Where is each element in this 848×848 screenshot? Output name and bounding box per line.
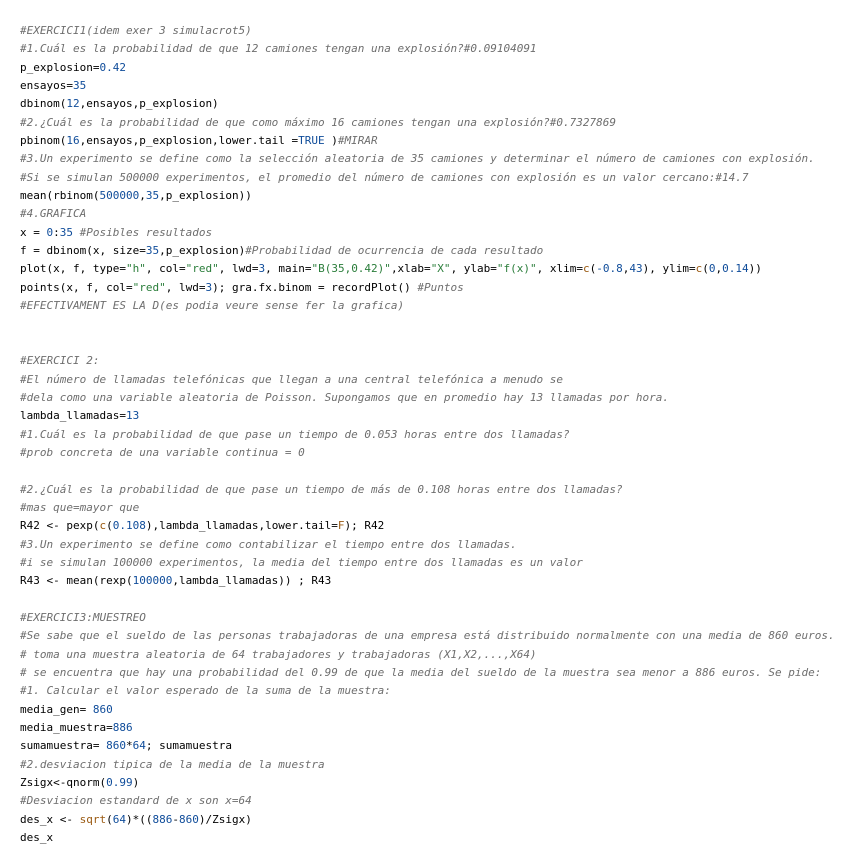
code-text: points(x, f, col=: [20, 280, 133, 294]
code-comment: #1.Cuál es la probabilidad de que 12 camiones tengan una explosión?#0.09104091: [20, 42, 537, 56]
code-text: (: [589, 262, 597, 276]
code-line[interactable]: [20, 646, 844, 664]
code-text: (: [702, 262, 709, 276]
code-line[interactable]: [20, 444, 844, 462]
code-number: 43: [629, 262, 643, 276]
code-comment: #mas que=mayor que: [20, 500, 140, 514]
code-comment: #3.Un experimento se define como la selección aleatoria de 35 camiones y determinar el número de camiones con explosión.: [20, 152, 815, 166]
code-text: , ylab=: [450, 262, 497, 276]
code-string: "h": [125, 262, 146, 276]
code-text: , lwd=: [218, 262, 259, 276]
code-comment: #Posibles resultados: [79, 225, 213, 239]
code-text: :: [53, 225, 60, 239]
code-number: 0.108: [112, 519, 146, 533]
code-line[interactable]: [20, 682, 844, 700]
code-text: ,p_explosion): [159, 244, 246, 258]
code-text: dbinom(: [20, 97, 67, 111]
code-text: mean(rbinom(: [20, 189, 100, 203]
code-text: p_explosion=: [20, 60, 100, 74]
code-number: 16: [66, 134, 80, 148]
code-text: (: [106, 812, 113, 826]
code-text: lambda_llamadas=: [20, 409, 126, 423]
code-text: sumamuestra=: [20, 739, 107, 753]
code-line[interactable]: [20, 426, 844, 444]
code-line[interactable]: [20, 719, 844, 737]
code-number: 64: [112, 812, 126, 826]
code-line[interactable]: [20, 169, 844, 187]
code-text: ), ylim=: [642, 262, 696, 276]
code-comment: #EXERCICI1(idem exer 3 simulacrot5): [20, 24, 252, 37]
code-comment: #1.Cuál es la probabilidad de que pase un tiempo de 0.053 horas entre dos llamadas?: [20, 427, 570, 441]
code-line[interactable]: [20, 591, 844, 609]
code-number: 35: [72, 79, 87, 93]
code-line[interactable]: [20, 829, 844, 847]
code-number: 35: [59, 225, 73, 239]
code-number: 0: [708, 262, 716, 276]
code-line[interactable]: [20, 77, 844, 95]
code-line[interactable]: [20, 499, 844, 517]
code-comment: #EXERCICI 2:: [20, 354, 100, 368]
code-line[interactable]: [20, 297, 844, 315]
code-line[interactable]: [20, 536, 844, 554]
code-comment: #EFECTIVAMENT ES LA D(es podia veure sense fer la grafica): [20, 299, 405, 313]
code-line[interactable]: [20, 114, 844, 132]
code-comment: # se encuentra que hay una probabilidad del 0.99 de que la media del sueldo de la muestra sea menor a 886 euros. Se pide:: [20, 666, 822, 680]
code-line[interactable]: [20, 407, 844, 425]
code-text: plot(x, f, type=: [20, 262, 126, 276]
code-text: , col=: [145, 262, 186, 276]
code-number: 3: [258, 262, 266, 276]
code-comment: #2.desviacion tipica de la media de la muestra: [20, 757, 325, 771]
code-line[interactable]: [20, 554, 844, 572]
code-text: ,: [715, 262, 723, 276]
code-line[interactable]: [20, 224, 844, 242]
code-text: ,: [622, 262, 630, 276]
code-comment: #Se sabe que el sueldo de las personas trabajadoras de una empresa está distribuido normalmente con una media de 860 euros.: [20, 629, 835, 643]
code-comment: #EXERCICI3:MUESTREO: [20, 611, 146, 624]
code-text: ,lambda_llamadas)) ; R43: [172, 574, 332, 588]
code-line[interactable]: [20, 572, 844, 590]
code-text: ,: [139, 189, 146, 203]
code-text: (: [106, 519, 113, 533]
code-function: c: [99, 519, 107, 533]
code-line[interactable]: [20, 279, 844, 297]
code-line[interactable]: [20, 811, 844, 829]
code-line[interactable]: [20, 389, 844, 407]
code-function: c: [695, 262, 703, 276]
code-function: F: [337, 519, 345, 533]
code-number: 0: [46, 225, 54, 239]
code-string: "red": [185, 262, 219, 276]
code-text: , main=: [265, 262, 312, 276]
code-text: ,p_explosion)): [159, 189, 252, 203]
code-line[interactable]: [20, 95, 844, 113]
code-comment: #i se simulan 100000 experimentos, la media del tiempo entre dos llamadas es un valor: [20, 555, 583, 569]
code-text: [73, 226, 80, 239]
code-line[interactable]: [20, 737, 844, 755]
code-line[interactable]: [20, 316, 844, 334]
code-text: f = dbinom(x, size=: [20, 244, 146, 258]
code-text: R42 <- pexp(: [20, 519, 100, 533]
code-comment: #3.Un experimento se define como contabilizar el tiempo entre dos llamadas.: [20, 537, 517, 551]
code-number: 12: [66, 97, 80, 111]
code-number: -0.8: [596, 262, 623, 276]
code-line[interactable]: [20, 40, 844, 58]
code-function: sqrt: [79, 812, 107, 826]
code-comment: #MIRAR: [337, 134, 378, 148]
code-line[interactable]: [20, 792, 844, 810]
code-text: )*((: [125, 812, 153, 826]
code-comment: #prob concreta de una variable continua = 0: [20, 445, 305, 459]
code-text: ensayos=: [20, 79, 73, 93]
code-comment: # toma una muestra aleatoria de 64 trabajadores y trabajadoras (X1,X2,...,X64): [20, 647, 537, 661]
code-line[interactable]: [20, 517, 844, 535]
code-string: "red": [132, 280, 166, 294]
code-number: 886: [152, 812, 173, 826]
code-number: 35: [145, 189, 160, 203]
code-line[interactable]: [20, 756, 844, 774]
code-number: 886: [112, 721, 133, 735]
code-line[interactable]: [20, 701, 844, 719]
code-text-area[interactable]: [20, 22, 844, 847]
code-line[interactable]: [20, 205, 844, 223]
code-number: 860: [92, 702, 113, 716]
code-text: , lwd=: [165, 280, 206, 294]
code-text: media_muestra=: [20, 721, 113, 735]
code-keyword: TRUE: [298, 134, 325, 148]
code-number: 35: [145, 244, 160, 258]
code-text: )): [748, 262, 762, 276]
code-number: 0.14: [722, 262, 749, 276]
code-line[interactable]: [20, 627, 844, 645]
code-number: 860: [178, 812, 199, 826]
code-line[interactable]: [20, 150, 844, 168]
code-text: *: [125, 739, 133, 753]
code-comment: #Si se simulan 500000 experimentos, el promedio del número de camiones con explosión es un valor cercano:#14.7: [20, 170, 749, 184]
code-text: )/Zsigx): [198, 812, 252, 826]
code-line[interactable]: [20, 462, 844, 480]
code-string: "X": [430, 262, 451, 276]
code-comment: #4.GRAFICA: [20, 207, 87, 221]
code-text: ,ensayos,p_explosion): [79, 97, 219, 111]
code-number: 860: [106, 739, 126, 753]
code-text: Zsigx<-qnorm(: [20, 776, 107, 790]
code-number: 64: [132, 739, 146, 753]
code-line[interactable]: [20, 132, 844, 150]
code-line[interactable]: [20, 664, 844, 682]
code-comment: #Desviacion estandard de x son x=64: [20, 794, 252, 808]
code-number: 100000: [132, 574, 173, 588]
code-number: 13: [125, 409, 140, 423]
code-text: pbinom(: [20, 134, 67, 148]
code-line[interactable]: [20, 774, 844, 792]
code-line[interactable]: [20, 609, 844, 627]
code-line[interactable]: [20, 352, 844, 370]
code-text: -: [172, 812, 179, 826]
code-line[interactable]: [20, 371, 844, 389]
code-text: media_gen=: [20, 702, 93, 716]
code-text: x =: [20, 225, 47, 239]
code-line[interactable]: [20, 22, 844, 40]
code-text: ,xlab=: [390, 262, 431, 276]
code-line[interactable]: [20, 260, 844, 278]
code-text: ,ensayos,p_explosion,lower.tail =: [79, 134, 299, 148]
code-text: ); gra.fx.binom = recordPlot(): [212, 280, 418, 294]
code-comment: #1. Calcular el valor esperado de la suma de la muestra:: [20, 684, 391, 698]
code-comment: #Puntos: [417, 280, 464, 294]
code-number: 3: [205, 280, 213, 294]
code-number: 0.42: [99, 60, 126, 74]
code-comment: #2.¿Cuál es la probabilidad de que pase un tiempo de más de 0.108 horas entre dos llamadas?: [20, 482, 623, 496]
code-text: ); R42: [344, 519, 385, 533]
code-comment: #Probabilidad de ocurrencia de cada resultado: [245, 244, 544, 258]
code-line[interactable]: [20, 481, 844, 499]
code-text: des_x <-: [20, 812, 80, 826]
code-number: 500000: [99, 189, 140, 203]
code-comment: #dela como una variable aleatoria de Poisson. Supongamos que en promedio hay 13 llamadas por hora.: [20, 390, 670, 404]
code-comment: #2.¿Cuál es la probabilidad de que como máximo 16 camiones tengan una explosión?#0.7327869: [20, 115, 617, 129]
code-text: ): [132, 776, 140, 790]
code-string: "f(x)": [496, 262, 537, 276]
code-text: ): [324, 134, 338, 148]
code-text: , xlim=: [536, 262, 584, 276]
code-text: des_x: [20, 831, 54, 845]
code-line[interactable]: [20, 187, 844, 205]
code-comment: #El número de llamadas telefónicas que llegan a una central telefónica a menudo se: [20, 372, 564, 386]
code-line[interactable]: [20, 334, 844, 352]
code-text: ),lambda_llamadas,lower.tail=: [145, 519, 338, 533]
code-text: ; sumamuestra: [145, 739, 232, 753]
code-string: "B(35,0.42)": [311, 262, 391, 276]
code-text: R43 <- mean(rexp(: [20, 574, 133, 588]
code-line[interactable]: [20, 242, 844, 260]
code-number: 0.99: [106, 776, 133, 790]
code-function: c: [583, 262, 590, 276]
code-line[interactable]: [20, 59, 844, 77]
